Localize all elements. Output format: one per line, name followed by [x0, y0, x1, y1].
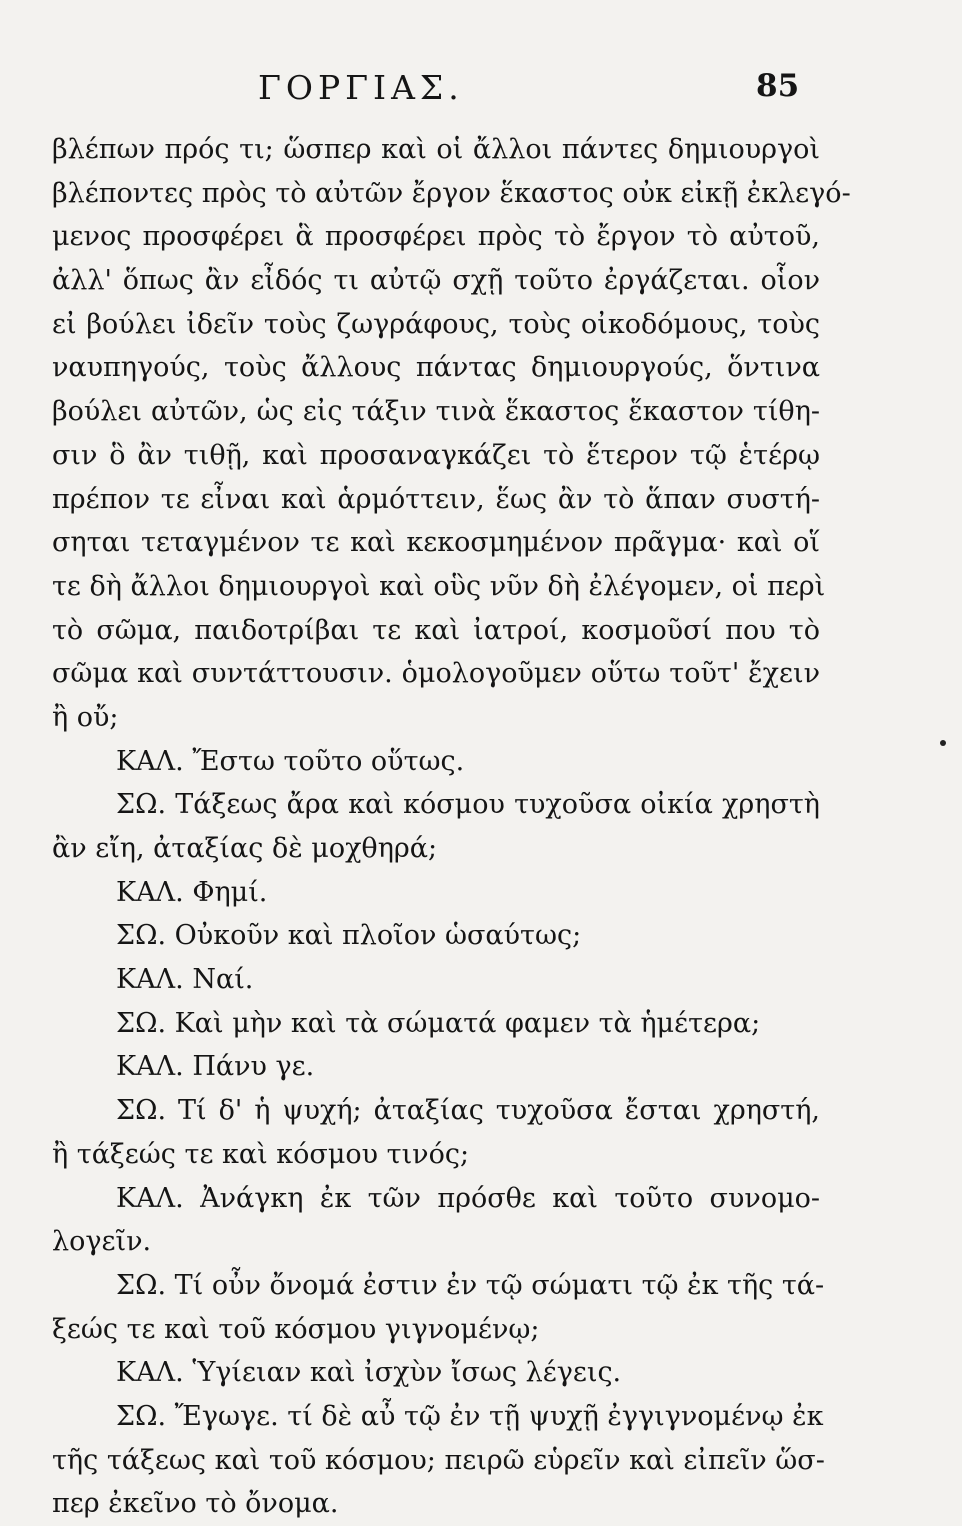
page-header — [0, 68, 962, 118]
text-line: ἀλλ' ὅπως ἂν εἶδός τι αὐτῷ σχῇ τοῦτο ἐργάζεται. οἷον — [52, 265, 820, 297]
page-number: 85 — [756, 68, 800, 104]
text-line: πρέπον τε εἶναι καὶ ἁρμόττειν, ἕως ἂν τὸ ἅπαν συστή- — [52, 483, 820, 515]
dialogue-line: ΣΩ. Οὐκοῦν καὶ πλοῖον ὡσαύτως; — [116, 920, 582, 952]
dialogue-line: ΚΑΛ. Ἀνάγκη ἐκ τῶν πρόσθε καὶ τοῦτο συνομο- — [116, 1182, 820, 1214]
text-line: σῶμα καὶ συντάττουσιν. ὁμολογοῦμεν οὕτω τοῦτ' ἔχειν — [52, 658, 820, 690]
text-line: βούλει αὐτῶν, ὡς εἰς τάξιν τινὰ ἕκαστος ἕκαστον τίθη- — [52, 396, 820, 428]
dialogue-continuation: λογεῖν. — [52, 1226, 152, 1258]
dialogue-line: ΚΑΛ. Ὑγίειαν καὶ ἰσχὺν ἴσως λέγεις. — [116, 1357, 622, 1389]
text-line: βλέπων πρός τι; ὥσπερ καὶ οἱ ἄλλοι πάντες δημιουργοὶ — [52, 134, 820, 165]
text-line: τὸ σῶμα, παιδοτρίβαι τε καὶ ἰατροί, κοσμοῦσί που τὸ — [52, 614, 820, 646]
running-title: ΓΟΡΓΙΑΣ. — [258, 68, 464, 107]
dialogue-continuation: ἢ τάξεώς τε καὶ κόσμου τινός; — [52, 1138, 470, 1170]
body-text — [52, 128, 851, 1526]
dialogue-line: ΣΩ. Ἔγωγε. τί δὲ αὖ τῷ ἐν τῇ ψυχῇ ἐγγιγνομένῳ ἐκ — [116, 1400, 824, 1432]
dialogue-line: ΣΩ. Τάξεως ἄρα καὶ κόσμου τυχοῦσα οἰκία χρηστὴ — [116, 789, 820, 821]
dialogue-line: ΣΩ. Τί δ' ἡ ψυχή; ἀταξίας τυχοῦσα ἔσται χρηστή, — [116, 1095, 820, 1127]
dialogue-continuation: περ ἐκεῖνο τὸ ὄνομα. — [52, 1488, 339, 1520]
dialogue-line: ΣΩ. Καὶ μὴν καὶ τὰ σώματά φαμεν τὰ ἡμέτερα; — [116, 1007, 761, 1039]
dialogue-line: ΣΩ. Τί οὖν ὄνομά ἐστιν ἐν τῷ σώματι τῷ ἐκ τῆς τά- — [116, 1269, 825, 1301]
text-line: εἰ βούλει ἰδεῖν τοὺς ζωγράφους, τοὺς οἰκοδόμους, τοὺς — [52, 308, 820, 340]
dialogue-line: ΚΑΛ. Πάνυ γε. — [116, 1051, 315, 1083]
text-line: ἢ οὔ; — [52, 701, 119, 733]
dialogue-continuation: τῆς τάξεως καὶ τοῦ κόσμου; πειρῶ εὑρεῖν καὶ εἰπεῖν ὥσ- — [52, 1444, 825, 1476]
dialogue-continuation: ἂν εἴη, ἀταξίας δὲ μοχθηρά; — [52, 833, 438, 864]
text-line: σιν ὃ ἂν τιθῇ, καὶ προσαναγκάζει τὸ ἕτερον τῷ ἑτέρῳ — [52, 439, 820, 471]
text-line: βλέποντες πρὸς τὸ αὐτῶν ἔργον ἕκαστος οὐκ εἰκῇ ἐκλεγό- — [52, 177, 851, 209]
text-line: σηται τεταγμένον τε καὶ κεκοσμημένον πρᾶγμα· καὶ οἵ — [52, 527, 820, 559]
dialogue-continuation: ξεώς τε καὶ τοῦ κόσμου γιγνομένῳ; — [52, 1313, 540, 1345]
dialogue-line: ΚΑΛ. Ναί. — [116, 964, 254, 996]
dialogue-line: ΚΑΛ. Φημί. — [116, 876, 268, 908]
text-line: ναυπηγούς, τοὺς ἄλλους πάντας δημιουργούς, ὅντινα — [52, 352, 820, 384]
text-line: τε δὴ ἄλλοι δημιουργοὶ καὶ οὓς νῦν δὴ ἐλέγομεν, οἱ περὶ — [52, 570, 826, 602]
text-line: μενος προσφέρει ἃ προσφέρει πρὸς τὸ ἔργον τὸ αὐτοῦ, — [52, 221, 820, 253]
ink-speck — [940, 740, 946, 746]
dialogue-line: ΚΑΛ. Ἔστω τοῦτο οὕτως. — [116, 745, 465, 777]
